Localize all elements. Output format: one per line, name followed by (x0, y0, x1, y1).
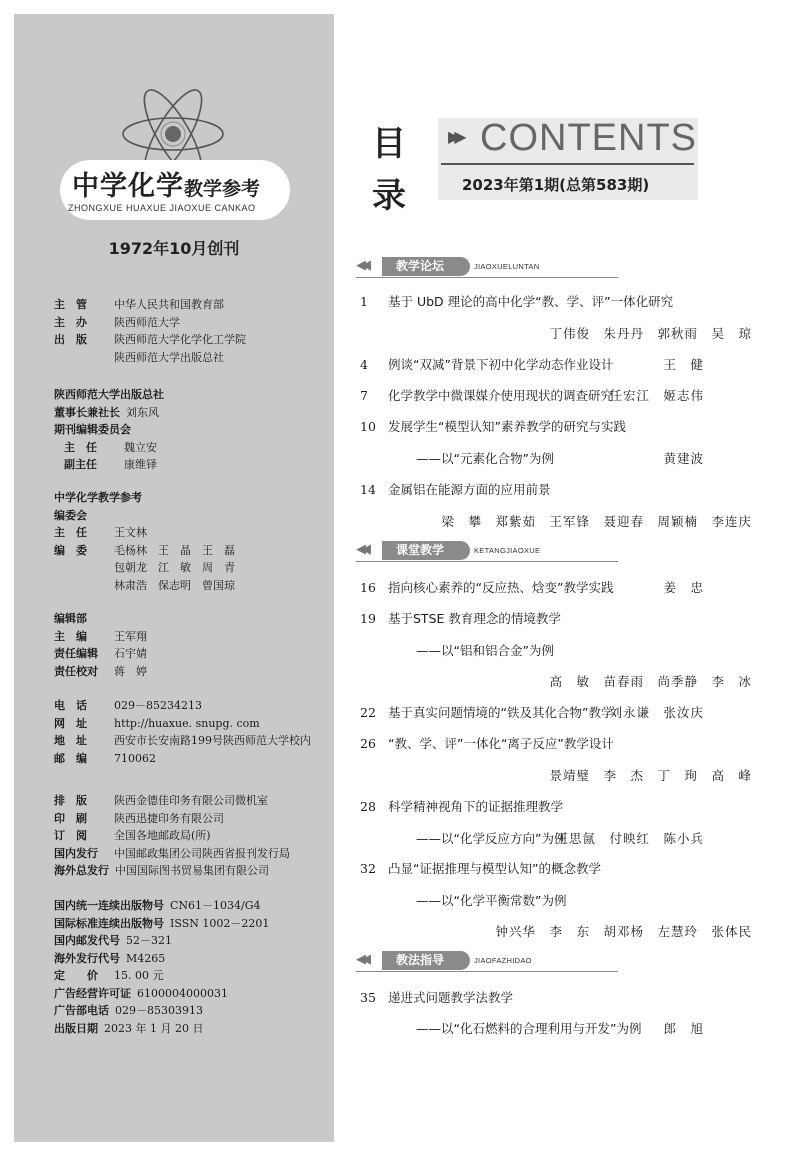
info-label: 国内邮发代号 (54, 934, 120, 947)
article-authors: 任宏江 姬志伟 (609, 388, 704, 403)
info-label: 地 址 (54, 734, 87, 747)
info-value: 石宇婧 (114, 647, 147, 660)
info-label: 广告部电话 (54, 1004, 109, 1017)
board-head: 期刊编辑委员会 (54, 423, 131, 436)
article-authors: 郎 旭 (663, 1021, 704, 1036)
info-value: 王文林 (114, 526, 147, 539)
info-value: 蒋 婷 (114, 664, 147, 678)
info-label: 责任编辑 (54, 647, 98, 660)
info-value: 6100004000031 (137, 986, 228, 1000)
section-header (356, 950, 618, 972)
article-title: 金属铝在能源方面的应用前景 (388, 482, 551, 497)
info-label: 主 任 (64, 440, 97, 454)
article-title: 发展学生“模型认知”素养教学的研究与实践 (388, 419, 626, 434)
info-label: 网 址 (54, 716, 87, 730)
info-label: 定 价 (54, 969, 98, 982)
info-value: M4265 (126, 951, 166, 965)
info-label: 邮 编 (54, 751, 87, 765)
info-value: 029－85234213 (114, 699, 202, 712)
journal-committee-block (54, 489, 235, 594)
numbers-block (54, 897, 269, 1037)
founded-date: 1972年10月创刊 (108, 239, 240, 258)
page-number: 10 (360, 419, 376, 434)
toc-entry[interactable] (360, 734, 752, 752)
section-divider (356, 561, 618, 562)
article-title: “教、学、评”一体化“离子反应”教学设计 (388, 736, 614, 751)
toc-entry[interactable] (360, 859, 752, 877)
article-title: 基于真实问题情境的“铁及其化合物”教学 (388, 705, 614, 720)
info-label: 电 话 (54, 699, 87, 712)
info-label: 订 阅 (54, 829, 87, 842)
editorial-block (54, 610, 147, 680)
logo-title-sub: 教学参考 (184, 178, 261, 200)
page-number: 1 (360, 294, 368, 309)
journal-head: 中学化学教学参考 (54, 491, 142, 504)
section-pinyin: JIAOFAZHIDAO (474, 956, 532, 965)
page-number: 19 (360, 611, 376, 626)
page-number: 22 (360, 705, 376, 720)
article-authors: 梁 攀 郑紫茹 王军锋 聂迎春 周颖楠 李连庆 (441, 514, 752, 529)
toc-entry[interactable] (360, 386, 752, 404)
article-title: 化学教学中微课媒介使用现状的调查研究 (388, 388, 614, 403)
info-value: http://huaxue. snupg. com (114, 716, 260, 730)
article-subtitle: ——以“铝和铝合金”为例 (416, 643, 554, 658)
info-value: 林肃浩 保志明 曾国琼 (114, 578, 235, 592)
info-value: 毛杨林 王 晶 王 磊 (114, 543, 235, 557)
info-label: 副主任 (64, 458, 97, 471)
page-number: 16 (360, 580, 376, 595)
toc-entry[interactable] (360, 578, 752, 596)
info-label: 出版日期 (54, 1021, 98, 1035)
info-value: 王军翔 (114, 629, 147, 643)
info-value: 陕西师范大学 (114, 315, 180, 329)
mulu-char-1: 目 (372, 124, 406, 164)
info-label: 海外发行代号 (54, 951, 120, 965)
article-title: 基于STSE 教育理念的情境教学 (388, 611, 561, 626)
article-title: 基于 UbD 理论的高中化学“教、学、评”一体化研究 (388, 294, 674, 309)
page-number: 4 (360, 357, 368, 372)
info-label: 主 办 (54, 315, 87, 329)
page-number: 14 (360, 482, 376, 497)
article-subtitle: ——以“化学反应方向”为例 (416, 831, 567, 846)
contents-divider (441, 163, 694, 165)
info-value: 710062 (114, 751, 156, 765)
page-number: 7 (360, 388, 368, 403)
journal-logo (60, 160, 290, 220)
info-value: 包朝龙 江 敏 周 青 (114, 561, 235, 574)
info-value: 陕西师范大学出版总社 (114, 350, 224, 364)
section-header (356, 256, 618, 278)
article-subtitle: ——以“化学平衡常数”为例 (416, 893, 567, 908)
info-label: 国内统一连续出版物号 (54, 899, 164, 912)
toc-subline (360, 891, 752, 909)
toc-subline (360, 641, 752, 659)
info-label: 国际标准连续出版物号 (54, 916, 164, 930)
article-title: 递进式问题教学法教学 (388, 990, 514, 1005)
page-number: 28 (360, 799, 376, 814)
info-value: 陕西金德佳印务有限公司微机室 (114, 794, 268, 807)
toc-entry[interactable] (360, 609, 752, 627)
info-value: 魏立安 (124, 440, 157, 454)
info-value: 15. 00 元 (114, 969, 164, 982)
page-number: 26 (360, 736, 376, 751)
toc-entry[interactable] (360, 417, 752, 435)
section-pinyin: KETANGJIAOXUE (474, 546, 541, 555)
press-head: 陕西师范大学出版总社 (54, 388, 164, 401)
logo-title-main: 中学化学 (72, 171, 184, 202)
editorial-head: 编辑部 (54, 612, 87, 625)
article-authors: 黄建波 (663, 451, 704, 466)
section-pinyin: JIAOXUELUNTAN (474, 262, 540, 271)
info-label: 主 任 (54, 526, 87, 539)
article-authors: 丁伟俊 朱丹丹 郭秋雨 吴 琼 (549, 326, 752, 341)
section-title: 教法指导 (382, 951, 470, 970)
article-authors: 王 健 (663, 357, 704, 372)
section-divider (356, 277, 618, 278)
publisher-block (54, 296, 246, 366)
article-authors: 王思氤 付映红 陈小兵 (555, 831, 704, 846)
section-title: 课堂教学 (382, 541, 470, 560)
info-value: 刘东风 (126, 405, 159, 419)
article-subtitle: ——以“化石燃料的合理利用与开发”为例 (416, 1021, 642, 1036)
article-title: 指向核心素养的“反应热、焓变”教学实践 (388, 580, 614, 595)
info-value: 陕西迅捷印务有限公司 (114, 811, 224, 825)
article-authors: 钟兴华 李 东 胡邓杨 左慧玲 张体民 (495, 924, 752, 939)
info-value: 029－85303913 (115, 1004, 203, 1017)
info-label: 海外总发行 (54, 864, 109, 877)
issue-number: 2023年第1期(总第583期) (462, 176, 650, 194)
article-title: 例谈“双减”背景下初中化学动态作业设计 (388, 357, 614, 372)
toc-entry[interactable] (360, 703, 752, 721)
contents-heading-en: CONTENTS (480, 117, 697, 159)
article-title: 科学精神视角下的证据推理教学 (388, 799, 564, 814)
info-value: CN61－1034/G4 (170, 899, 261, 912)
mulu-char-2: 录 (372, 176, 406, 216)
article-title: 凸显“证据推理与模型认知”的概念教学 (388, 861, 601, 876)
page-number: 35 (360, 990, 376, 1005)
press-block (54, 386, 164, 474)
info-label: 编 委 (54, 543, 87, 557)
info-value: 52－321 (126, 934, 172, 947)
info-value: 2023 年 1 月 20 日 (104, 1021, 204, 1035)
contact-block (54, 697, 311, 767)
info-label: 主 编 (54, 629, 87, 643)
section-header (356, 540, 618, 562)
toc-subline (360, 829, 752, 847)
contents-heading-cn (372, 118, 406, 222)
article-authors: 高 敏 苗春雨 尚季静 李 冰 (549, 674, 752, 689)
info-label: 排 版 (54, 794, 87, 807)
toc-entry[interactable] (360, 292, 752, 310)
toc-entry[interactable] (360, 797, 752, 815)
info-value: 中国国际图书贸易集团有限公司 (115, 864, 269, 877)
left-info-panel (14, 14, 334, 1142)
info-value: 中国邮政集团公司陕西省报刊发行局 (114, 846, 290, 860)
toc-entry[interactable] (360, 988, 752, 1006)
toc-subline (360, 449, 752, 467)
double-arrow-icon: ▶▶ (448, 127, 461, 146)
info-value: 康维铎 (124, 458, 157, 471)
info-value: 陕西师范大学化学化工学院 (114, 333, 246, 346)
section-title: 教学论坛 (382, 257, 470, 276)
info-value: 中华人民共和国教育部 (114, 298, 224, 311)
info-value: 西安市长安南路199号陕西师范大学校内 (114, 734, 311, 747)
committee-head: 编委会 (54, 508, 87, 522)
article-subtitle: ——以“元素化合物”为例 (416, 451, 554, 466)
info-value: ISSN 1002－2201 (170, 916, 270, 930)
article-authors: 姜 忠 (663, 580, 704, 595)
info-label: 印 刷 (54, 811, 87, 825)
toc-entry[interactable] (360, 480, 752, 498)
info-label: 董事长兼社长 (54, 405, 120, 419)
info-label: 出 版 (54, 333, 87, 346)
article-authors: 景靖璧 李 杰 丁 珣 高 峰 (549, 768, 752, 783)
toc-entry[interactable] (360, 355, 752, 373)
section-divider (356, 971, 618, 972)
info-value: 全国各地邮政局(所) (114, 829, 211, 842)
double-arrow-left-icon: ◀◀ (356, 952, 366, 967)
info-label: 国内发行 (54, 846, 98, 860)
double-arrow-left-icon: ◀◀ (356, 542, 366, 557)
double-arrow-left-icon: ◀◀ (356, 258, 366, 273)
info-label: 广告经营许可证 (54, 986, 131, 1000)
info-label: 主 管 (54, 298, 87, 311)
page-number: 32 (360, 861, 376, 876)
info-label: 责任校对 (54, 664, 98, 678)
logo-english: ZHONGXUE HUAXUE JIAOXUE CANKAO (68, 203, 256, 213)
printing-block (54, 792, 290, 880)
article-authors: 刘永谦 张汝庆 (609, 705, 704, 720)
toc-subline (360, 1019, 752, 1037)
